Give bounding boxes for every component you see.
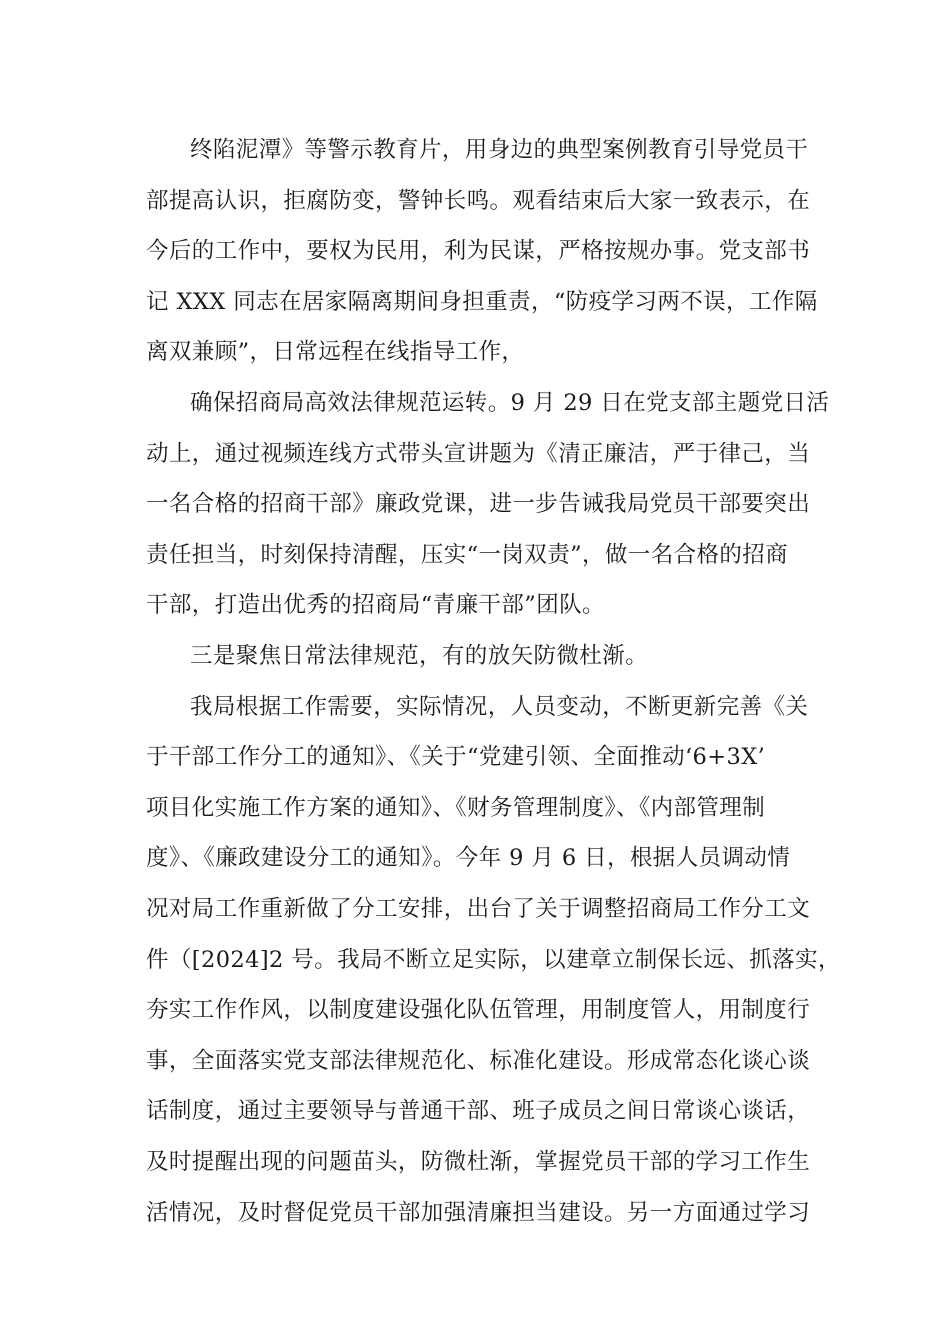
text-line: 终陷泥潭》等警示教育片，用身边的典型案例教育引导党员干	[190, 137, 809, 163]
text-line: 及时提醒出现的问题苗头，防微杜渐，掌握党员干部的学习工作生	[146, 1149, 811, 1175]
text-line: 记 XXX 同志在居家隔离期间身担重责，“防疫学习两不误，工作隔	[146, 288, 818, 315]
text-line: 事，全面落实党支部法律规范化、标准化建设。形成常态化谈心谈	[146, 1047, 811, 1074]
text-line: 干部，打造出优秀的招商局“青廉干部”团队。	[146, 592, 605, 619]
text-line: 况对局工作重新做了分工安排，出台了关于调整招商局工作分工文	[146, 896, 811, 922]
text-line: 活情况，及时督促党员干部加强清廉担当建设。另一方面通过学习	[146, 1199, 811, 1226]
text-line: 度》、《廉政建设分工的通知》。今年 9 月 6 日，根据人员调动情	[146, 845, 791, 872]
text-line: 夯实工作作风，以制度建设强化队伍管理，用制度管人，用制度行	[146, 997, 811, 1024]
text-line: 件（[2024]2 号。我局不断立足实际，以建章立制保长远、抓落实，	[146, 946, 841, 973]
text-line: 于干部工作分工的通知》、《关于“党建引领、全面推动‘6+3X’	[146, 744, 766, 771]
text-line: 责任担当，时刻保持清醒，压实“一岗双责”，做一名合格的招商	[146, 541, 789, 568]
text-line: 部提高认识，拒腐防变，警钟长鸣。观看结束后大家一致表示，在	[146, 187, 811, 214]
text-line: 一名合格的招商干部》廉政党课，进一步告诫我局党员干部要突出	[146, 491, 811, 518]
text-line: 我局根据工作需要，实际情况，人员变动，不断更新完善《关	[190, 693, 809, 720]
text-line: 离双兼顾”，日常远程在线指导工作，	[146, 339, 525, 366]
text-line: 项目化实施工作方案的通知》、《财务管理制度》、《内部管理制	[146, 794, 766, 821]
text-line: 今后的工作中，要权为民用，利为民谋，严格按规办事。党支部书	[146, 238, 811, 265]
text-line: 话制度，通过主要领导与普通干部、班子成员之间日常谈心谈话，	[146, 1098, 811, 1125]
text-line: 确保招商局高效法律规范运转。9 月 29 日在党支部主题党日活	[190, 390, 830, 416]
text-line: 动上，通过视频连线方式带头宣讲题为《清正廉洁，严于律己，当	[146, 440, 811, 467]
section-heading: 三是聚焦日常法律规范，有的放矢防微杜渐。	[190, 643, 649, 669]
